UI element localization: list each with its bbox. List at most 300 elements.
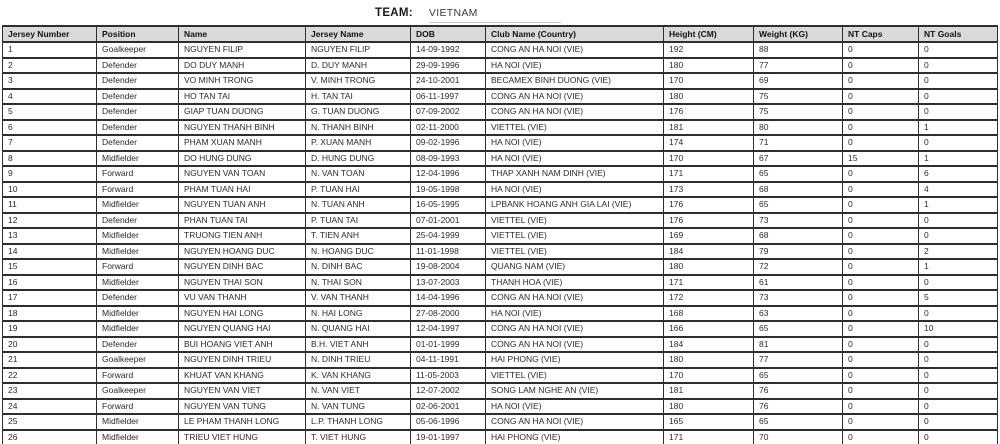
cell: 14-09-1992 [411,42,486,58]
cell: 0 [843,259,919,275]
cell: P. XUAN MANH [306,135,411,151]
cell: 73 [754,213,843,229]
cell: 07-09-2002 [411,104,486,120]
cell: 29-09-1996 [411,58,486,74]
column-header: NT Goals [919,26,998,42]
table-row [3,213,998,229]
cell: N. THANH BINH [306,120,411,136]
cell: 19-05-1998 [411,182,486,198]
cell: 0 [919,352,998,368]
cell: 05-06-1996 [411,414,486,430]
cell: 77 [754,58,843,74]
cell: Midfielder [97,414,179,430]
cell: 01-01-1999 [411,337,486,353]
cell: 6 [3,120,97,136]
cell: 0 [843,120,919,136]
cell: 21 [3,352,97,368]
cell: BECAMEX BINH DUONG (VIE) [486,73,664,89]
cell: 65 [754,321,843,337]
cell: 0 [843,197,919,213]
cell: 76 [754,399,843,415]
cell: 27-08-2000 [411,306,486,322]
cell: PHAM TUAN HAI [179,182,306,198]
cell: Midfielder [97,228,179,244]
cell: 0 [919,430,998,444]
cell: Defender [97,58,179,74]
cell: 0 [843,42,919,58]
cell: 65 [754,197,843,213]
cell: 20 [3,337,97,353]
cell: 1 [919,120,998,136]
cell: 0 [843,399,919,415]
cell: 14-04-1996 [411,290,486,306]
cell: D. DUY MANH [306,58,411,74]
cell: 88 [754,42,843,58]
cell: 19 [3,321,97,337]
cell: 0 [843,135,919,151]
cell: Midfielder [97,430,179,444]
table-row [3,414,998,430]
cell: D. HUNG DUNG [306,151,411,167]
cell: 72 [754,259,843,275]
cell: Midfielder [97,197,179,213]
cell: 168 [664,306,754,322]
cell: SONG LAM NGHE AN (VIE) [486,383,664,399]
table-row [3,383,998,399]
cell: 180 [664,399,754,415]
cell: 75 [754,104,843,120]
cell: N. HAI LONG [306,306,411,322]
cell: 180 [664,89,754,105]
cell: 174 [664,135,754,151]
cell: 0 [843,383,919,399]
team-label: TEAM: [375,7,413,19]
cell: 0 [919,368,998,384]
cell: HAI PHONG (VIE) [486,352,664,368]
cell: 09-02-1996 [411,135,486,151]
cell: 176 [664,104,754,120]
cell: 173 [664,182,754,198]
cell: N. QUANG HAI [306,321,411,337]
cell: 8 [3,151,97,167]
cell: 165 [664,414,754,430]
cell: 15 [3,259,97,275]
cell: G. TUAN DUONG [306,104,411,120]
cell: 0 [843,414,919,430]
column-header: Position [97,26,179,42]
cell: 68 [754,228,843,244]
cell: 1 [919,197,998,213]
column-header: Name [179,26,306,42]
cell: NGUYEN THANH BINH [179,120,306,136]
cell: 180 [664,352,754,368]
cell: LPBANK HOANG ANH GIA LAI (VIE) [486,197,664,213]
cell: QUANG NAM (VIE) [486,259,664,275]
table-row [3,89,998,105]
cell: 184 [664,244,754,260]
cell: NGUYEN HOANG DUC [179,244,306,260]
roster-body [3,42,998,444]
cell: 170 [664,151,754,167]
cell: Forward [97,182,179,198]
cell: 0 [843,275,919,291]
table-row [3,151,998,167]
cell: Defender [97,120,179,136]
table-row [3,352,998,368]
table-row [3,275,998,291]
cell: NGUYEN THAI SON [179,275,306,291]
cell: 0 [919,104,998,120]
cell: 0 [843,213,919,229]
table-row [3,73,998,89]
cell: 5 [3,104,97,120]
cell: Defender [97,290,179,306]
cell: Forward [97,399,179,415]
cell: Goalkeeper [97,352,179,368]
cell: 25 [3,414,97,430]
table-row [3,321,998,337]
cell: NGUYEN VAN TOAN [179,166,306,182]
cell: PHAM XUAN MANH [179,135,306,151]
cell: 0 [843,89,919,105]
cell: 24 [3,399,97,415]
cell: 176 [664,213,754,229]
cell: L.P. THANH LONG [306,414,411,430]
table-row [3,166,998,182]
cell: 63 [754,306,843,322]
table-row [3,306,998,322]
cell: 17 [3,290,97,306]
cell: 166 [664,321,754,337]
cell: DO HUNG DUNG [179,151,306,167]
cell: N. HOANG DUC [306,244,411,260]
cell: 18 [3,306,97,322]
table-row [3,244,998,260]
cell: 0 [843,337,919,353]
roster-table [2,25,998,444]
cell: 0 [843,73,919,89]
cell: 26 [3,430,97,444]
cell: 16 [3,275,97,291]
cell: N. VAN TOAN [306,166,411,182]
cell: 180 [664,58,754,74]
cell: THAP XANH NAM DINH (VIE) [486,166,664,182]
cell: Goalkeeper [97,383,179,399]
cell: VIETTEL (VIE) [486,213,664,229]
cell: 0 [843,244,919,260]
cell: Midfielder [97,321,179,337]
cell: DO DUY MANH [179,58,306,74]
cell: 0 [843,182,919,198]
cell: HA NOI (VIE) [486,399,664,415]
cell: N. VAN VIET [306,383,411,399]
cell: Defender [97,337,179,353]
cell: 12-04-1996 [411,166,486,182]
cell: 25-04-1999 [411,228,486,244]
cell: 0 [843,306,919,322]
cell: 70 [754,430,843,444]
cell: 08-09-1993 [411,151,486,167]
cell: 0 [919,337,998,353]
cell: 0 [919,213,998,229]
cell: KHUAT VAN KHANG [179,368,306,384]
cell: CONG AN HA NOI (VIE) [486,290,664,306]
cell: 11-05-2003 [411,368,486,384]
cell: 12-04-1997 [411,321,486,337]
cell: N. DINH BAC [306,259,411,275]
cell: 0 [919,275,998,291]
cell: 5 [919,290,998,306]
cell: 181 [664,120,754,136]
cell: TRUONG TIEN ANH [179,228,306,244]
table-row [3,58,998,74]
cell: 11 [3,197,97,213]
cell: BUI HOANG VIET ANH [179,337,306,353]
cell: 171 [664,166,754,182]
column-header: Jersey Number [3,26,97,42]
cell: 180 [664,259,754,275]
cell: 0 [843,166,919,182]
cell: 06-11-1997 [411,89,486,105]
cell: 10 [919,321,998,337]
table-row [3,430,998,444]
cell: VIETTEL (VIE) [486,120,664,136]
cell: Forward [97,166,179,182]
cell: 0 [919,89,998,105]
cell: NGUYEN FILIP [179,42,306,58]
cell: 73 [754,290,843,306]
cell: 16-05-1995 [411,197,486,213]
cell: 0 [843,290,919,306]
cell: 80 [754,120,843,136]
cell: THANH HOA (VIE) [486,275,664,291]
cell: 169 [664,228,754,244]
cell: N. THAI SON [306,275,411,291]
cell: 61 [754,275,843,291]
table-row [3,135,998,151]
table-row [3,228,998,244]
cell: 176 [664,197,754,213]
cell: 65 [754,166,843,182]
cell: CONG AN HA NOI (VIE) [486,414,664,430]
cell: 4 [3,89,97,105]
cell: CONG AN HA NOI (VIE) [486,104,664,120]
cell: 0 [919,228,998,244]
cell: 11-01-1998 [411,244,486,260]
cell: LE PHAM THANH LONG [179,414,306,430]
cell: 15 [843,151,919,167]
cell: 24-10-2001 [411,73,486,89]
cell: HA NOI (VIE) [486,135,664,151]
cell: VU VAN THANH [179,290,306,306]
cell: 75 [754,89,843,105]
cell: 0 [919,306,998,322]
cell: 65 [754,368,843,384]
cell: NGUYEN QUANG HAI [179,321,306,337]
cell: Defender [97,73,179,89]
cell: T. VIET HUNG [306,430,411,444]
page-title [375,3,561,23]
cell: 67 [754,151,843,167]
cell: 1 [919,259,998,275]
cell: Defender [97,135,179,151]
cell: VO MINH TRONG [179,73,306,89]
table-row [3,120,998,136]
cell: K. VAN KHANG [306,368,411,384]
table-row [3,197,998,213]
cell: 3 [3,73,97,89]
cell: 0 [843,430,919,444]
cell: 6 [919,166,998,182]
cell: H. TAN TAI [306,89,411,105]
cell: 0 [843,368,919,384]
cell: 2 [3,58,97,74]
cell: 0 [843,352,919,368]
cell: NGUYEN FILIP [306,42,411,58]
cell: 1 [919,151,998,167]
cell: Defender [97,104,179,120]
cell: 172 [664,290,754,306]
cell: NGUYEN TUAN ANH [179,197,306,213]
cell: 0 [843,104,919,120]
cell: P. TUAN HAI [306,182,411,198]
column-header: Weight (KG) [754,26,843,42]
column-header: Jersey Name [306,26,411,42]
cell: HA NOI (VIE) [486,58,664,74]
table-row [3,290,998,306]
cell: 04-11-1991 [411,352,486,368]
cell: 71 [754,135,843,151]
cell: 1 [3,42,97,58]
cell: 69 [754,73,843,89]
table-row [3,368,998,384]
cell: NGUYEN HAI LONG [179,306,306,322]
cell: Defender [97,89,179,105]
cell: HA NOI (VIE) [486,306,664,322]
cell: Midfielder [97,275,179,291]
cell: HAI PHONG (VIE) [486,430,664,444]
cell: 07-01-2001 [411,213,486,229]
cell: 81 [754,337,843,353]
cell: Goalkeeper [97,42,179,58]
cell: CONG AN HA NOI (VIE) [486,337,664,353]
cell: Forward [97,368,179,384]
cell: T. TIEN ANH [306,228,411,244]
cell: B.H. VIET ANH [306,337,411,353]
cell: 65 [754,414,843,430]
cell: Defender [97,213,179,229]
cell: VIETTEL (VIE) [486,244,664,260]
cell: P. TUAN TAI [306,213,411,229]
column-header: Height (CM) [664,26,754,42]
cell: HA NOI (VIE) [486,182,664,198]
cell: Midfielder [97,306,179,322]
cell: 22 [3,368,97,384]
cell: V. VAN THANH [306,290,411,306]
cell: 68 [754,182,843,198]
cell: 0 [919,73,998,89]
cell: NGUYEN DINH TRIEU [179,352,306,368]
cell: V. MINH TRONG [306,73,411,89]
team-name: VIETNAM [429,7,561,23]
cell: CONG AN HA NOI (VIE) [486,321,664,337]
cell: 02-06-2001 [411,399,486,415]
cell: 171 [664,275,754,291]
cell: N. TUAN ANH [306,197,411,213]
cell: 79 [754,244,843,260]
cell: NGUYEN DINH BAC [179,259,306,275]
cell: CONG AN HA NOI (VIE) [486,89,664,105]
cell: NGUYEN VAN VIET [179,383,306,399]
cell: 0 [843,228,919,244]
column-header: NT Caps [843,26,919,42]
cell: 0 [919,135,998,151]
cell: 181 [664,383,754,399]
cell: 7 [3,135,97,151]
cell: 02-11-2000 [411,120,486,136]
cell: GIAP TUAN DUONG [179,104,306,120]
cell: Midfielder [97,151,179,167]
table-row [3,399,998,415]
cell: Forward [97,259,179,275]
table-row [3,259,998,275]
cell: TRIEU VIET HUNG [179,430,306,444]
cell: 19-01-1997 [411,430,486,444]
cell: HA NOI (VIE) [486,151,664,167]
cell: CONG AN HA NOI (VIE) [486,42,664,58]
cell: 76 [754,383,843,399]
cell: 0 [919,58,998,74]
column-header: Club Name (Country) [486,26,664,42]
cell: 14 [3,244,97,260]
cell: 0 [919,399,998,415]
cell: 10 [3,182,97,198]
cell: 13-07-2003 [411,275,486,291]
cell: NGUYEN VAN TUNG [179,399,306,415]
cell: 12 [3,213,97,229]
cell: 0 [843,321,919,337]
cell: 170 [664,368,754,384]
cell: N. VAN TUNG [306,399,411,415]
cell: 184 [664,337,754,353]
cell: 192 [664,42,754,58]
cell: 4 [919,182,998,198]
table-row [3,182,998,198]
column-header: DOB [411,26,486,42]
cell: HO TAN TAI [179,89,306,105]
cell: 12-07-2002 [411,383,486,399]
cell: 171 [664,430,754,444]
cell: 19-08-2004 [411,259,486,275]
cell: 23 [3,383,97,399]
cell: 2 [919,244,998,260]
cell: 170 [664,73,754,89]
cell: VIETTEL (VIE) [486,228,664,244]
roster-header-row [3,26,998,42]
cell: 0 [919,414,998,430]
cell: 0 [919,42,998,58]
cell: 13 [3,228,97,244]
cell: 0 [919,383,998,399]
cell: N. DINH TRIEU [306,352,411,368]
cell: 9 [3,166,97,182]
cell: VIETTEL (VIE) [486,368,664,384]
cell: Midfielder [97,244,179,260]
cell: 77 [754,352,843,368]
cell: PHAN TUAN TAI [179,213,306,229]
table-row [3,104,998,120]
table-row [3,337,998,353]
